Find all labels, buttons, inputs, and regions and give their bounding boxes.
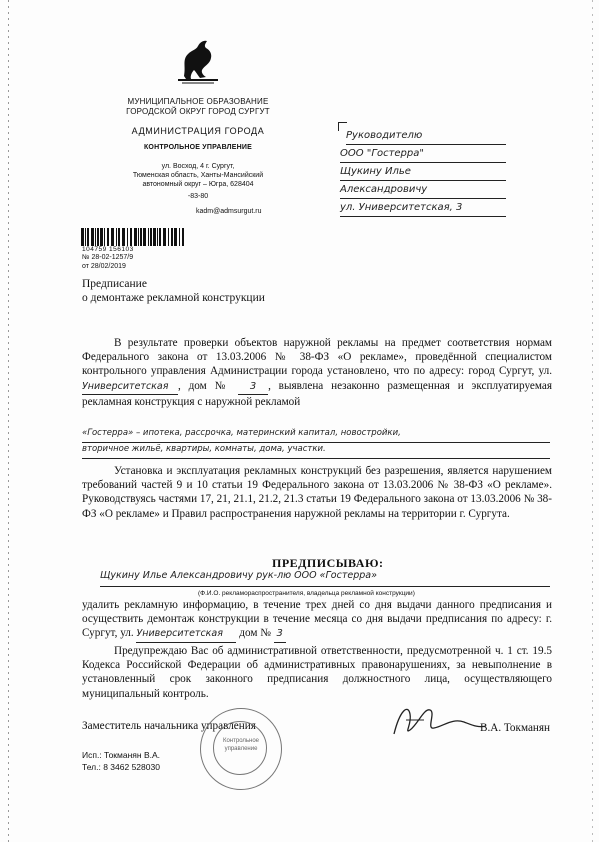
addressee-line-4: Александровичу — [340, 184, 506, 199]
addressee-line-2: ООО "Гостерра" — [340, 148, 506, 163]
dept-title: КОНТРОЛЬНОЕ УПРАВЛЕНИЕ — [143, 144, 253, 151]
barcode-bar — [104, 228, 105, 246]
barcode-bar — [118, 228, 120, 246]
address-line-3: автономный округ – Югра, 628404 — [142, 181, 254, 188]
barcode-bar — [159, 228, 161, 246]
barcode-bar — [85, 228, 86, 246]
barcode-bar — [182, 228, 184, 246]
barcode-bar — [179, 228, 180, 246]
signer-role: Заместитель начальника управления — [82, 720, 256, 732]
barcode-bar — [150, 228, 152, 246]
order-recipient-handwritten: Щукину Илье Александровичу рук-лю ООО «Гостерра» — [100, 570, 550, 587]
signer-name: В.А. Токманян — [480, 722, 551, 734]
barcode-bar — [91, 228, 94, 246]
address-line-5: kadm@admsurgut.ru — [196, 208, 262, 215]
barcode-bar — [116, 228, 117, 246]
executor: Исп.: Токманян В.А. — [82, 750, 161, 760]
address-line-4: -83-80 — [187, 193, 209, 200]
addressee-line-1: Руководителю — [346, 130, 506, 145]
barcode-bar — [130, 228, 132, 246]
addressee-bracket — [338, 122, 347, 131]
paragraph-findings-start: В результате проверки объектов наружной рекламы на предмет соответствия нормам Федерального закона от 13.03.2006 № 38-ФЗ «О рекламе», проведённой специалистом контрольного управления Администрации города установлено, что по адресу: город Сургут, ул. — [82, 337, 552, 378]
addressee-line-5: ул. Университетская, 3 — [340, 202, 506, 217]
barcode-bar — [134, 228, 137, 246]
barcode-bar — [138, 228, 139, 246]
addressee-block — [338, 120, 506, 220]
org-line-2: ГОРОДСКОЙ ОКРУГ ГОРОД СУРГУТ — [126, 107, 270, 116]
barcode-bar — [174, 228, 177, 246]
seal-stamp — [200, 708, 282, 790]
barcode-bar — [81, 228, 84, 246]
barcode-bar — [143, 228, 146, 246]
order-street-handwritten: Университетская — [136, 627, 236, 642]
registration-number: № 28-02-1257/9 — [82, 254, 134, 261]
paragraph-order — [82, 598, 552, 643]
barcode — [80, 228, 188, 246]
barcode-bar — [157, 228, 158, 246]
house-label: , дом № — [178, 379, 231, 392]
seal-stamp-text: Контрольное управление — [222, 738, 260, 752]
paragraph-violation: Установка и эксплуатация рекламных конструкций без разрешения, является нарушением требований частей 9 и 10 статьи 19 Федерального закона от 13.03.2006 № 38-ФЗ «О рекламе». Руководствуясь частями 17, 21, 21.1, 21.2, 21.3 статьи 19 Федерального закона от 13.03.2006 № 38-ФЗ «О рекламе» и Правил распространения наружной рекламы на территории г. Сургута. — [82, 465, 552, 520]
paragraph-findings — [82, 336, 552, 409]
scan-edge-left — [8, 0, 9, 842]
barcode-bar — [107, 228, 109, 246]
barcode-bar — [100, 228, 103, 246]
barcode-bar — [95, 228, 96, 246]
order-caption: (Ф.И.О. рекламораспространителя, владельца рекламной конструкции) — [198, 590, 415, 597]
addressee-line-3: Щукину Илье — [340, 166, 506, 181]
executor-phone: Тел.: 8 3462 528030 — [82, 762, 160, 772]
barcode-bar — [122, 228, 125, 246]
street-handwritten: Университетская — [82, 380, 178, 395]
ad-text-line-1: «Гостерра» – ипотека, рассрочка, материнский капитал, новостройки, — [82, 428, 550, 443]
paragraph-findings-end: , выявлена незаконно размещенная и эксплуатируемая рекламная конструкция с наружной рекламой — [82, 379, 552, 408]
barcode-bar — [97, 228, 99, 246]
org-line-1: МУНИЦИПАЛЬНОЕ ОБРАЗОВАНИЕ — [127, 97, 269, 106]
order-title: ПРЕДПИСЫВАЮ: — [272, 556, 384, 570]
barcode-bar — [148, 228, 149, 246]
subject-title: Предписание — [82, 278, 147, 290]
house-handwritten: 3 — [238, 380, 268, 395]
address-line-2: Тюменская область, Ханты-Мансийский — [132, 172, 264, 179]
barcode-bar — [168, 228, 169, 246]
scan-edge-right — [592, 0, 593, 842]
admin-title: АДМИНИСТРАЦИЯ ГОРОДА — [131, 126, 265, 136]
subject-line: о демонтаже рекламной конструкции — [82, 292, 265, 304]
barcode-bar — [111, 228, 114, 246]
barcode-bar — [163, 228, 166, 246]
signature-scribble — [380, 700, 490, 740]
barcode-number: 104759 156103 — [82, 246, 134, 253]
order-house-label: дом № — [239, 627, 271, 640]
barcode-bar — [87, 228, 89, 246]
barcode-bar — [153, 228, 156, 246]
address-line-1: ул. Восход, 4 г. Сургут, — [161, 163, 235, 170]
barcode-bar — [171, 228, 173, 246]
ad-text-line-2: вторичное жильё, квартиры, комнаты, дома, участки. — [82, 444, 550, 459]
paragraph-warning: Предупреждаю Вас об административной ответственности, предусмотренной ч. 1 ст. 19.5 Кодекса Российской Федерации об административных правонарушениях, за невыполнение в установленный срок законного предписания должностного лица, осуществляющего муниципальный контроль. — [82, 645, 552, 700]
barcode-bar — [140, 228, 142, 246]
registration-date: от 28/02/2019 — [82, 263, 126, 270]
order-house-handwritten: 3 — [274, 627, 286, 642]
barcode-bar — [127, 228, 128, 246]
paragraph-order-start: удалить рекламную информацию, в течение трех дней со дня выдачи данного предписания и осуществить демонтаж конструкции в течение месяца со дня выдачи предписания по адресу: г. Сургут, ул. — [82, 599, 552, 640]
coat-of-arms-icon — [174, 36, 222, 86]
